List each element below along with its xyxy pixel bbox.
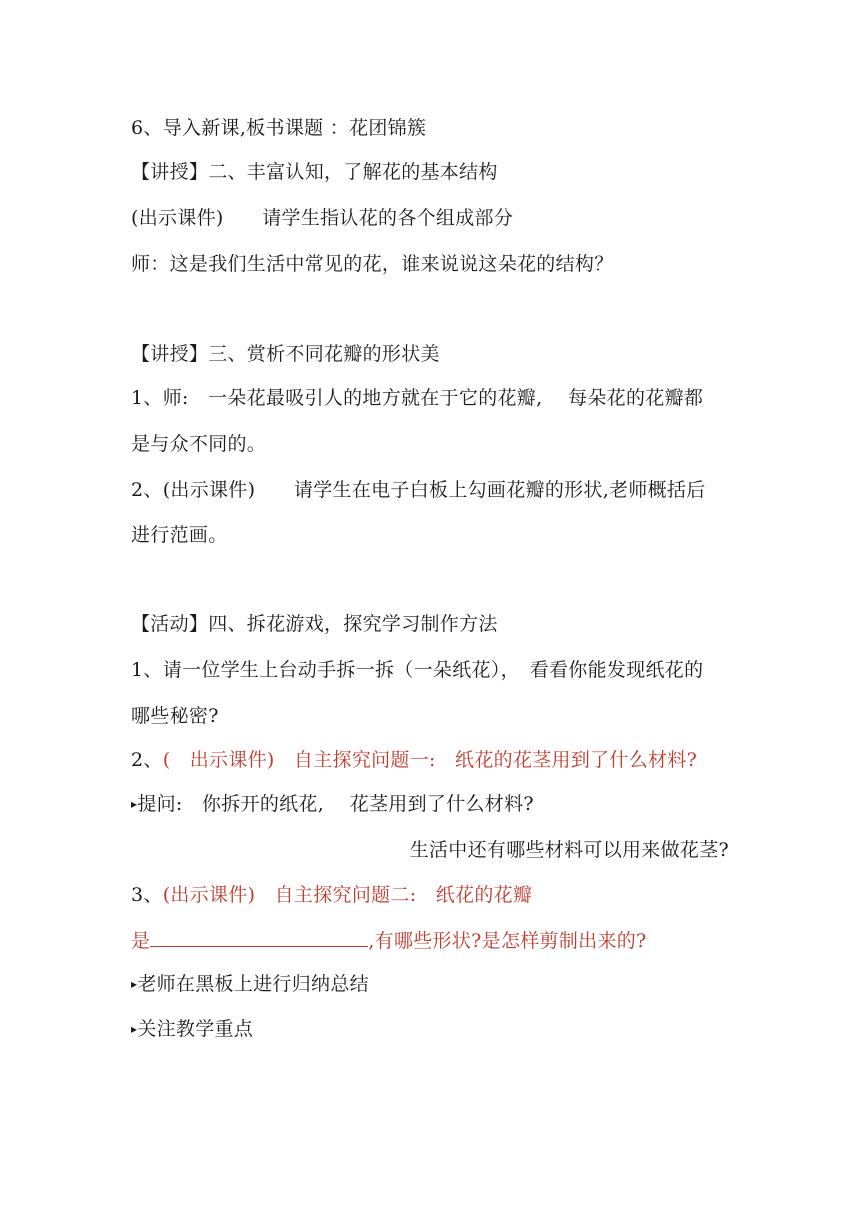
prompt-text: 提问: 你拆开的纸花, 花茎用到了什么材料? [137,793,534,815]
step-number: 2、 [131,749,163,771]
activity-step-2 [131,748,731,772]
summary-text: 老师在黑板上进行归纳总结 [137,973,369,995]
section-heading-3: 【讲授】三、赏析不同花瓣的形状美 [131,343,440,365]
summary-note [131,972,731,998]
paragraph-3-1-cont: 是与众不同的。 [131,433,267,455]
section-heading-4: 【活动】四、拆花游戏，探究学习制作方法 [131,613,498,635]
question-two-start: 是 [131,930,151,952]
prompt-followup: 生活中还有哪些材料可以用来做花茎? [409,839,729,861]
section-heading-2: 【讲授】二、丰富认知，了解花的基本结构 [131,161,498,183]
paragraph-3-1: 1、师: 一朵花最吸引人的地方就在于它的花瓣, 每朵花的花瓣都 [131,387,704,409]
bullet-triangle-icon: ▸ [131,797,138,811]
bullet-triangle-icon: ▸ [131,977,138,991]
paragraph-3-2: 2、(出示课件) 请学生在电子白板上勾画花瓣的形状,老师概括后 [131,479,706,501]
question-two: (出示课件) 自主探究问题二: 纸花的花瓣 [162,884,533,906]
step-number: 3、 [131,884,163,906]
prompt-question [131,792,731,818]
lesson-step-6: 6、导入新课,板书课题 ：花团锦簇 [131,117,427,139]
activity-step-3 [131,883,731,907]
focus-note [131,1017,731,1043]
courseware-note-1: (出示课件) 请学生指认花的各个组成部分 [131,207,514,229]
question-one: ( 出示课件) 自主探究问题一: 纸花的花茎用到了什么材料? [162,749,698,771]
activity-step-1: 1、请一位学生上台动手拆一拆（一朵纸花）， 看看你能发现纸花的 [131,659,704,681]
fill-in-blank [150,928,368,947]
question-two-cont [131,928,731,953]
activity-step-1-cont: 哪些秘密? [131,705,219,727]
bullet-triangle-icon: ▸ [131,1022,138,1036]
question-two-end: ,有哪些形状?是怎样剪制出来的? [368,930,647,952]
focus-text: 关注教学重点 [137,1018,254,1040]
teacher-question-1: 师：这是我们生活中常见的花，谁来说说这朵花的结构？ [131,253,614,275]
paragraph-3-2-cont: 进行范画。 [131,524,228,546]
